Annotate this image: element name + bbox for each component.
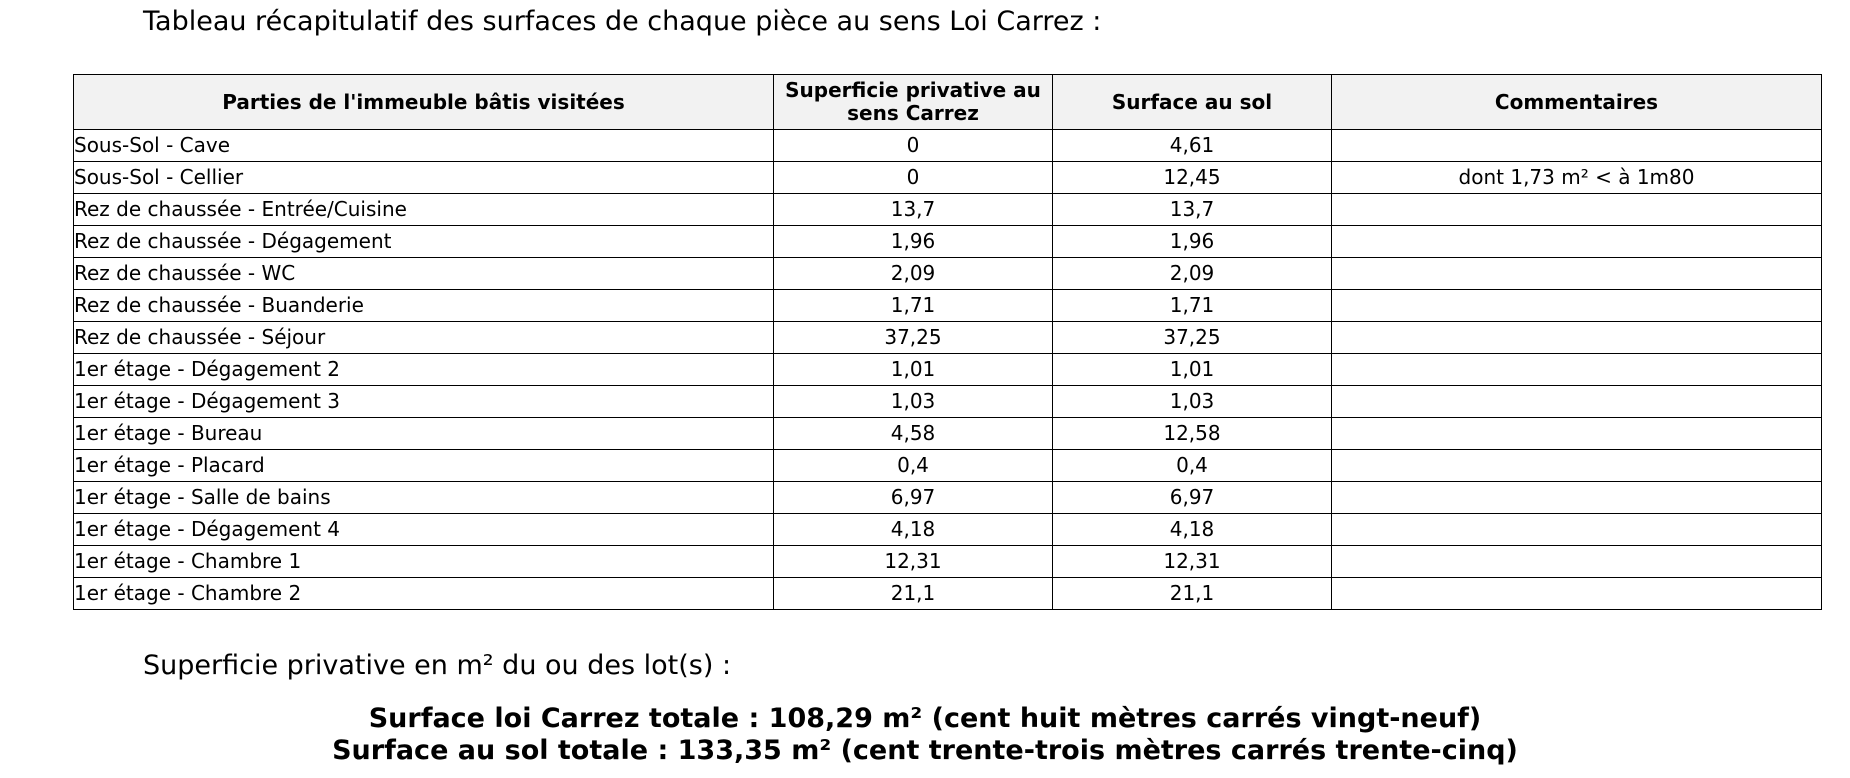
- header-piece: Parties de l'immeuble bâtis visitées: [74, 75, 774, 130]
- header-comment: Commentaires: [1332, 75, 1822, 130]
- comment-cell: [1332, 130, 1822, 162]
- comment-cell: [1332, 354, 1822, 386]
- table-row: [74, 482, 1822, 514]
- sol-cell: 4,18: [1053, 514, 1332, 546]
- sol-cell: 1,03: [1053, 386, 1332, 418]
- comment-cell: [1332, 226, 1822, 258]
- piece-cell: 1er étage - Dégagement 2: [74, 354, 774, 386]
- table-row: [74, 322, 1822, 354]
- table-row: [74, 514, 1822, 546]
- sol-cell: 1,01: [1053, 354, 1332, 386]
- table-row: [74, 130, 1822, 162]
- comment-cell: [1332, 322, 1822, 354]
- carrez-cell: 37,25: [774, 322, 1053, 354]
- piece-cell: Sous-Sol - Cellier: [74, 162, 774, 194]
- table-row: [74, 194, 1822, 226]
- table-row: [74, 354, 1822, 386]
- piece-cell: Rez de chaussée - WC: [74, 258, 774, 290]
- piece-cell: 1er étage - Salle de bains: [74, 482, 774, 514]
- summary-label: Superficie privative en m² du ou des lot(s) :: [143, 650, 732, 681]
- sol-cell: 1,71: [1053, 290, 1332, 322]
- piece-cell: 1er étage - Chambre 1: [74, 546, 774, 578]
- table-row: [74, 226, 1822, 258]
- carrez-cell: 1,71: [774, 290, 1053, 322]
- comment-cell: dont 1,73 m² < à 1m80: [1332, 162, 1822, 194]
- comment-cell: [1332, 450, 1822, 482]
- comment-cell: [1332, 482, 1822, 514]
- comment-cell: [1332, 386, 1822, 418]
- sol-cell: 37,25: [1053, 322, 1332, 354]
- table-row: [74, 578, 1822, 610]
- carrez-cell: 6,97: [774, 482, 1053, 514]
- piece-cell: 1er étage - Bureau: [74, 418, 774, 450]
- piece-cell: Rez de chaussée - Séjour: [74, 322, 774, 354]
- table-row: [74, 258, 1822, 290]
- carrez-cell: 2,09: [774, 258, 1053, 290]
- table-row: [74, 162, 1822, 194]
- sol-cell: 0,4: [1053, 450, 1332, 482]
- page-heading: Tableau récapitulatif des surfaces de chaque pièce au sens Loi Carrez :: [143, 6, 1102, 37]
- header-carrez: Superficie privative au sens Carrez: [774, 75, 1053, 130]
- carrez-cell: 1,96: [774, 226, 1053, 258]
- carrez-cell: 12,31: [774, 546, 1053, 578]
- sol-cell: 12,31: [1053, 546, 1332, 578]
- carrez-cell: 0: [774, 130, 1053, 162]
- carrez-cell: 1,01: [774, 354, 1053, 386]
- total-carrez: Surface loi Carrez totale : 108,29 m² (cent huit mètres carrés vingt-neuf): [368, 703, 1482, 734]
- sol-cell: 21,1: [1053, 578, 1332, 610]
- piece-cell: Rez de chaussée - Entrée/Cuisine: [74, 194, 774, 226]
- comment-cell: [1332, 194, 1822, 226]
- total-sol: Surface au sol totale : 133,35 m² (cent trente-trois mètres carrés trente-cinq): [332, 735, 1518, 766]
- comment-cell: [1332, 290, 1822, 322]
- comment-cell: [1332, 578, 1822, 610]
- piece-cell: 1er étage - Dégagement 4: [74, 514, 774, 546]
- comment-cell: [1332, 418, 1822, 450]
- sol-cell: 12,45: [1053, 162, 1332, 194]
- piece-cell: Sous-Sol - Cave: [74, 130, 774, 162]
- table-row: [74, 290, 1822, 322]
- carrez-cell: 13,7: [774, 194, 1053, 226]
- carrez-cell: 0,4: [774, 450, 1053, 482]
- comment-cell: [1332, 514, 1822, 546]
- comment-cell: [1332, 546, 1822, 578]
- piece-cell: Rez de chaussée - Buanderie: [74, 290, 774, 322]
- sol-cell: 4,61: [1053, 130, 1332, 162]
- table-row: [74, 450, 1822, 482]
- sol-cell: 12,58: [1053, 418, 1332, 450]
- table-row: [74, 546, 1822, 578]
- carrez-cell: 0: [774, 162, 1053, 194]
- surfaces-table: [73, 74, 1822, 610]
- header-sol: Surface au sol: [1053, 75, 1332, 130]
- table-row: [74, 418, 1822, 450]
- carrez-cell: 4,18: [774, 514, 1053, 546]
- carrez-cell: 4,58: [774, 418, 1053, 450]
- piece-cell: 1er étage - Chambre 2: [74, 578, 774, 610]
- carrez-cell: 21,1: [774, 578, 1053, 610]
- table-row: [74, 386, 1822, 418]
- sol-cell: 6,97: [1053, 482, 1332, 514]
- piece-cell: 1er étage - Dégagement 3: [74, 386, 774, 418]
- piece-cell: 1er étage - Placard: [74, 450, 774, 482]
- piece-cell: Rez de chaussée - Dégagement: [74, 226, 774, 258]
- sol-cell: 2,09: [1053, 258, 1332, 290]
- sol-cell: 1,96: [1053, 226, 1332, 258]
- table-header-row: [74, 75, 1822, 130]
- carrez-cell: 1,03: [774, 386, 1053, 418]
- sol-cell: 13,7: [1053, 194, 1332, 226]
- comment-cell: [1332, 258, 1822, 290]
